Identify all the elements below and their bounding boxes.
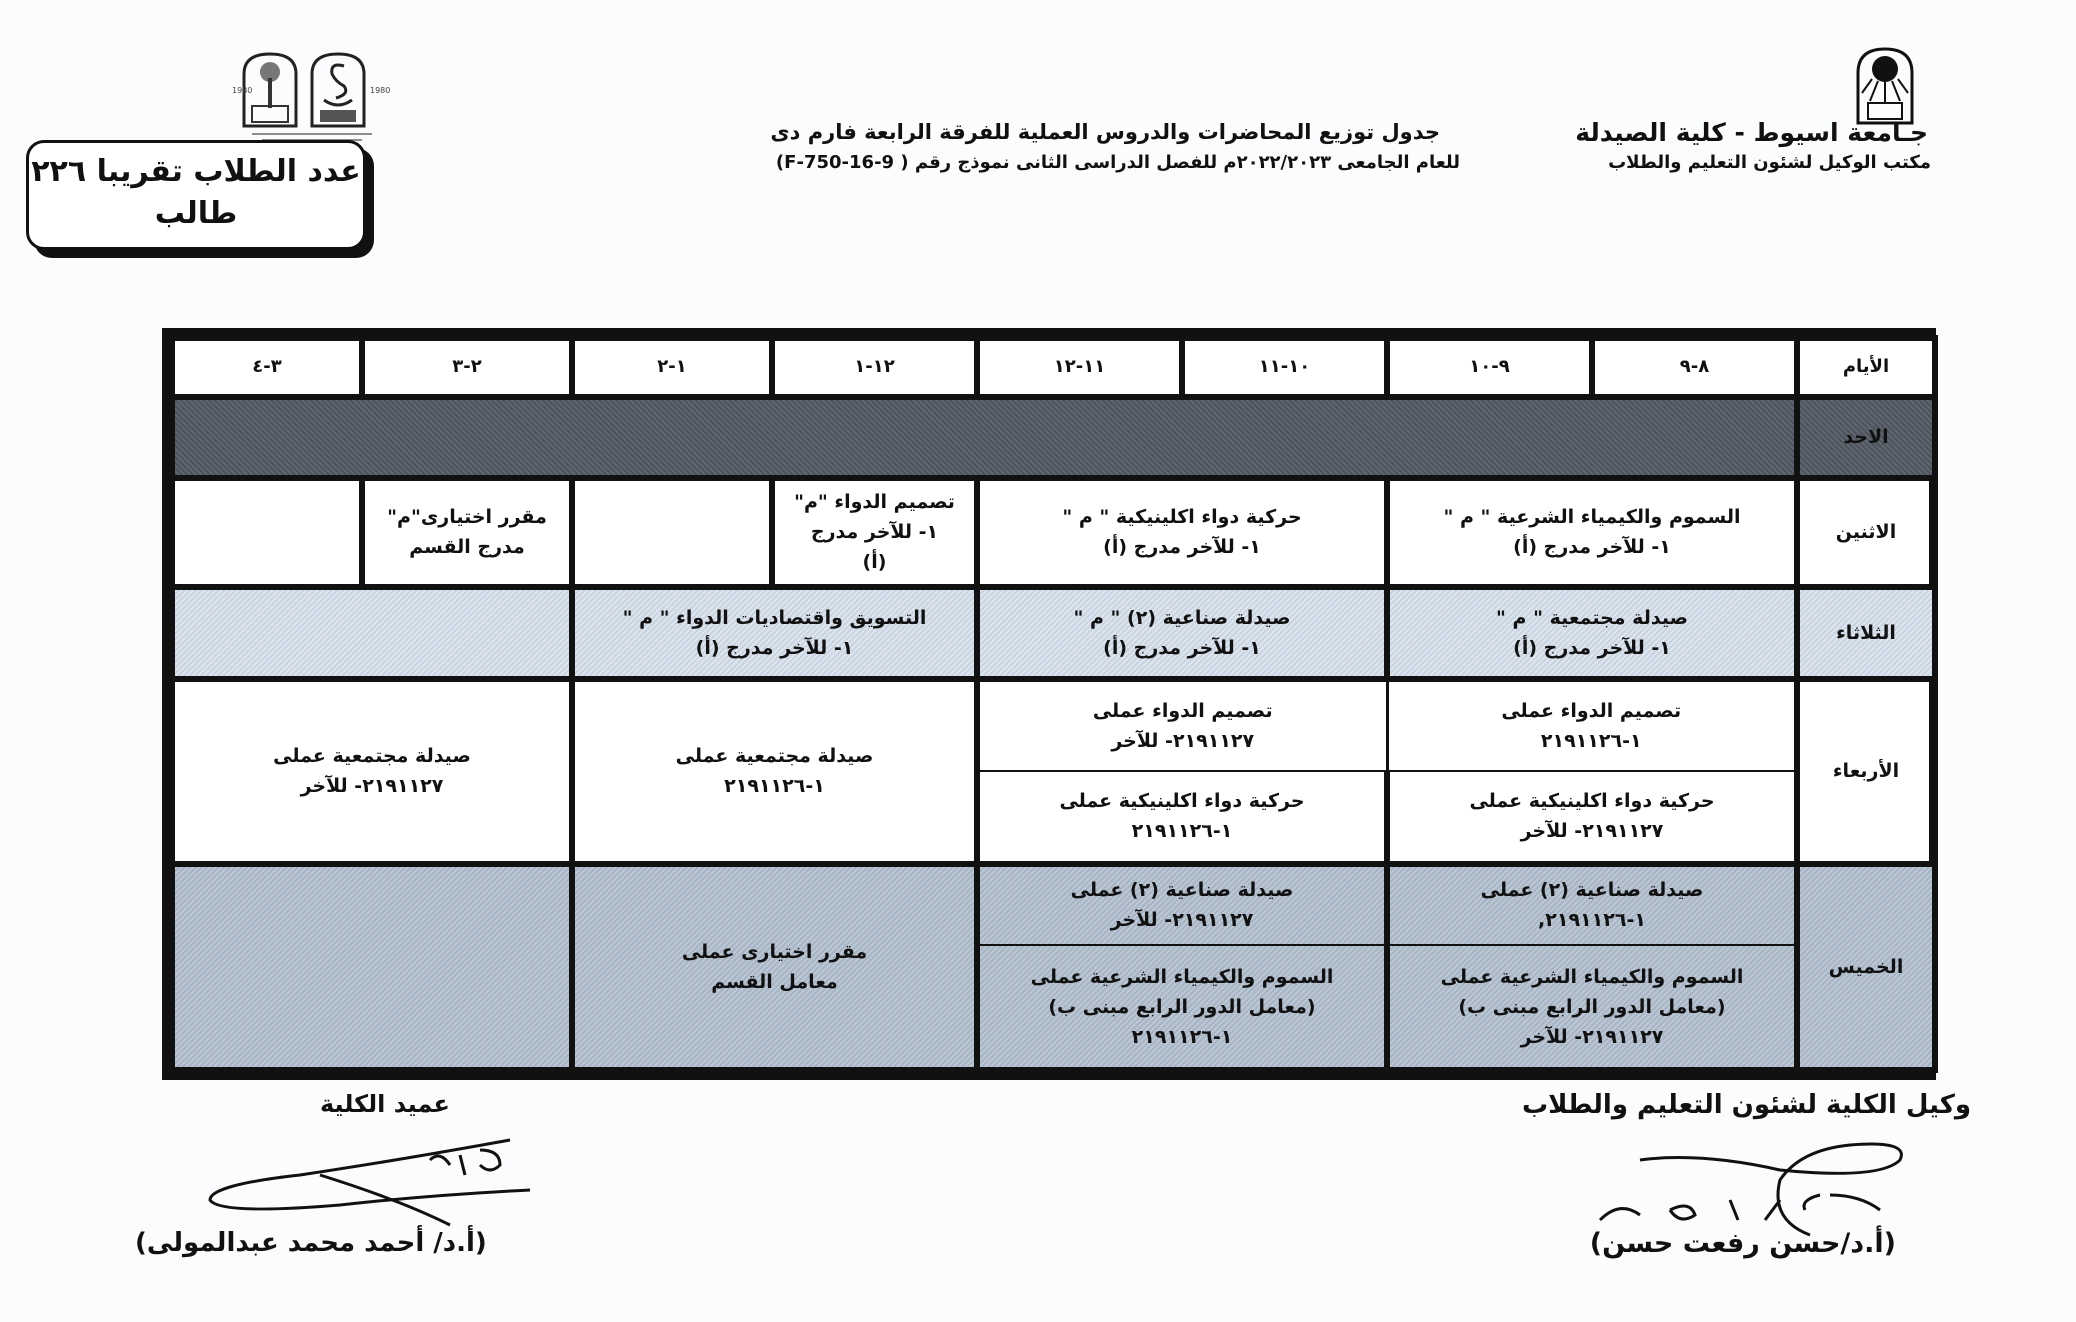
row-thursday-a <box>172 864 1935 945</box>
course-location: ١- للآخر مدرج (أ) <box>1103 536 1261 559</box>
tuesday-slot-12-2 <box>572 587 977 679</box>
wednesday-slot-8-10-group-a <box>1387 679 1797 771</box>
wednesday-slot-8-10-group-b <box>1387 771 1797 863</box>
course-location-hall: (أ) <box>862 551 887 574</box>
university-name: جـامعة اسيوط - كلية الصيدلة <box>1575 118 1928 147</box>
thursday-slot-10-12-group-b <box>977 945 1387 1070</box>
lab-name: السموم والكيمياء الشرعية عملى <box>1030 965 1334 988</box>
svg-text:1980: 1980 <box>232 86 253 95</box>
lab-name: تصميم الدواء عملى <box>1092 700 1273 723</box>
course-location: مدرج القسم <box>409 536 525 559</box>
document-subtitle: للعام الجامعى ٢٠٢٢/٢٠٢٣م للفصل الدراسى الثانى نموذج رقم ( 9-16-750-F) <box>775 152 1460 173</box>
thursday-slot-10-12-group-a <box>977 864 1387 945</box>
course-location: ١- للآخر مدرج (أ) <box>1513 636 1671 659</box>
header-slot-8-9: ٨-٩ <box>1592 338 1797 397</box>
header-days: الأيام <box>1797 338 1935 397</box>
vice-dean-name: (أ.د/حسن رفعت حسن) <box>1589 1228 1896 1259</box>
row-sunday <box>172 397 1935 478</box>
dean-signature-icon <box>200 1130 540 1230</box>
course-name: صيدلة مجتمعية " م " <box>1496 606 1688 629</box>
wednesday-slot-10-12-group-b <box>977 771 1387 863</box>
day-tuesday: الثلاثاء <box>1797 587 1935 679</box>
office-name: مكتب الوكيل لشئون التعليم والطلاب <box>1608 152 1931 173</box>
lab-name: حركية دواء اكلينيكية عملى <box>1469 790 1715 813</box>
lab-group: ١-٢١٩١١٢٦, <box>1538 909 1646 932</box>
header-slot-11-12: ١١-١٢ <box>977 338 1182 397</box>
tuesday-slot-8-10 <box>1387 587 1797 679</box>
thursday-slot-12-2 <box>572 864 977 1070</box>
course-name: حركية دواء اكلينيكية " م " <box>1062 506 1302 529</box>
lab-name: صيدلة صناعية (٢) عملى <box>1070 879 1294 902</box>
course-location: ١- للآخر مدرج (أ) <box>1103 636 1261 659</box>
monday-slot-10-12 <box>977 478 1387 587</box>
course-location: ١- للآخر مدرج (أ) <box>1513 536 1671 559</box>
vice-dean-title: وكيل الكلية لشئون التعليم والطلاب <box>1521 1090 1971 1120</box>
thursday-slot-2-4-empty <box>172 864 572 1070</box>
svg-text:1980: 1980 <box>370 86 391 95</box>
lab-group: ١-٢١٩١١٢٦ <box>1131 820 1233 843</box>
course-name: صيدلة صناعية (٢) " م " <box>1073 606 1291 629</box>
day-wednesday: الأربعاء <box>1797 679 1935 864</box>
monday-slot-12-1 <box>772 478 977 587</box>
header-slot-1-2: ١-٢ <box>572 338 772 397</box>
lab-group: ٢١٩١١٢٧- للآخر <box>1111 730 1255 753</box>
monday-slot-8-10 <box>1387 478 1797 587</box>
schedule-table <box>162 328 1936 1080</box>
row-monday <box>172 478 1935 587</box>
document-title: جدول توزيع المحاضرات والدروس العملية للفرقة الرابعة فارم دى <box>770 120 1440 144</box>
lab-name: صيدلة مجتمعية عملى <box>273 745 471 768</box>
faculty-logos-icon <box>232 48 392 148</box>
lab-group: ٢١٩١١٢٧- للآخر <box>1520 820 1664 843</box>
lab-location: معامل القسم <box>711 970 838 993</box>
header-slot-9-10: ٩-١٠ <box>1387 338 1592 397</box>
header-slot-10-11: ١٠-١١ <box>1182 338 1387 397</box>
wednesday-slot-2-4 <box>172 679 572 864</box>
lab-name: مقرر اختيارى عملى <box>681 940 868 963</box>
lab-group: ١-٢١٩١١٢٦ <box>1131 1025 1233 1048</box>
row-tuesday <box>172 587 1935 679</box>
lab-group: ١-٢١٩١١٢٦ <box>1540 730 1642 753</box>
lab-name: حركية دواء اكلينيكية عملى <box>1059 790 1305 813</box>
monday-slot-1-2-empty <box>572 478 772 587</box>
course-name: مقرر اختيارى"م" <box>387 506 547 529</box>
student-count-unit: طالب <box>154 196 238 231</box>
header-slot-3-4: ٣-٤ <box>172 338 362 397</box>
course-location: ١- للآخر مدرج (أ) <box>695 636 854 659</box>
dean-name: (أ.د/ أحمد محمد عبدالمولى) <box>135 1228 487 1258</box>
monday-slot-3-4-empty <box>172 478 362 587</box>
header-slot-12-1: ١٢-١ <box>772 338 977 397</box>
day-sunday: الاحد <box>1797 397 1935 478</box>
course-name: تصميم الدواء "م" <box>794 491 955 514</box>
day-monday: الاثنين <box>1797 478 1935 587</box>
lab-group: ٢١٩١١٢٧- للآخر <box>1110 909 1254 932</box>
tuesday-slot-2-4-empty <box>172 587 572 679</box>
lab-name: السموم والكيمياء الشرعية عملى <box>1440 965 1744 988</box>
sunday-empty-cell <box>172 397 1797 478</box>
course-name: التسويق واقتصاديات الدواء " م " <box>622 606 927 629</box>
header-slot-2-3: ٢-٣ <box>362 338 572 397</box>
student-count-text: عدد الطلاب تقريبا ٢٢٦ <box>31 154 361 189</box>
vice-dean-signature-icon <box>1580 1140 1960 1240</box>
lab-group: ١-٢١٩١١٢٦ <box>724 775 825 798</box>
tuesday-slot-10-12 <box>977 587 1387 679</box>
header-row <box>172 338 1935 397</box>
wednesday-slot-10-12-group-a <box>977 679 1387 771</box>
day-thursday: الخميس <box>1797 864 1935 1070</box>
lab-name: تصميم الدواء عملى <box>1501 700 1682 723</box>
dean-title: عميد الكلية <box>320 1090 450 1118</box>
thursday-slot-8-10-group-b <box>1387 945 1797 1070</box>
lab-location: (معامل الدور الرابع مبنى ب) <box>1458 995 1726 1018</box>
university-logo-icon <box>1850 45 1920 125</box>
lab-name: صيدلة صناعية (٢) عملى <box>1480 879 1704 902</box>
thursday-slot-8-10-group-a <box>1387 864 1797 945</box>
row-wednesday-a <box>172 679 1935 771</box>
lab-location: (معامل الدور الرابع مبنى ب) <box>1048 995 1316 1018</box>
student-count-box <box>26 140 366 250</box>
lab-group: ٢١٩١١٢٧- للآخر <box>1520 1025 1664 1048</box>
lab-name: صيدلة مجتمعية عملى <box>675 745 874 768</box>
course-location: ١- للآخر مدرج <box>810 521 939 544</box>
course-name: السموم والكيمياء الشرعية " م " <box>1443 506 1741 529</box>
monday-slot-2-3 <box>362 478 572 587</box>
wednesday-slot-12-2 <box>572 679 977 864</box>
lab-group: ٢١٩١١٢٧- للآخر <box>300 775 444 798</box>
